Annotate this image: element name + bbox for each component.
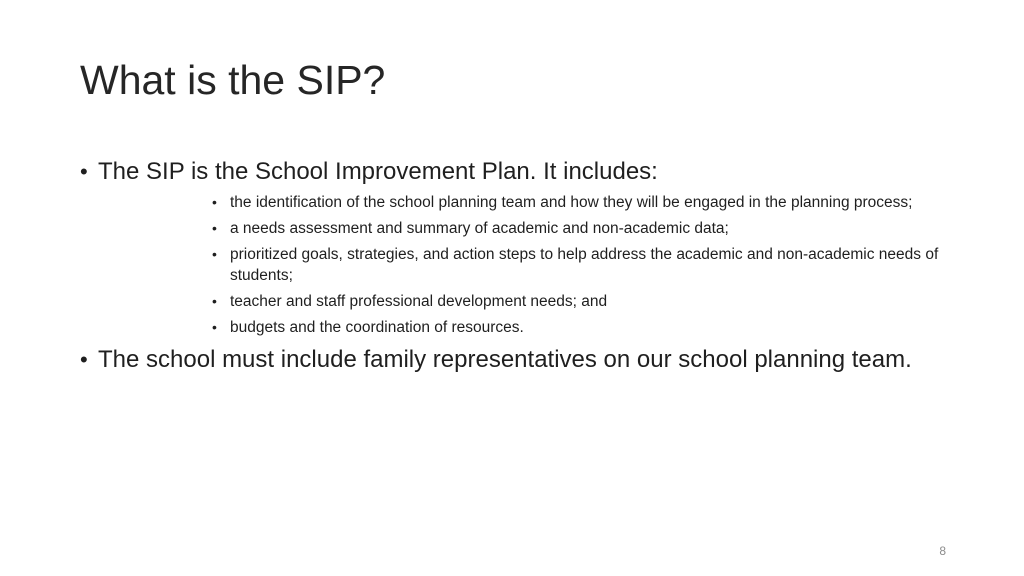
sub-bullet-text: budgets and the coordination of resources. (230, 319, 524, 336)
sub-bullet-list (98, 192, 960, 338)
bullet-dot-icon: • (212, 194, 217, 210)
sub-bullet-item (212, 218, 970, 239)
bullet-item-1 (80, 156, 960, 338)
bullet-dot-icon: • (212, 293, 217, 309)
sub-bullet-text: the identification of the school planning team and how they will be engaged in the planning process; (230, 194, 913, 211)
page-number: 8 (939, 544, 946, 558)
bullet-dot-icon: • (212, 220, 217, 236)
bullet-item-2-text: The school must include family representatives on our school planning team. (98, 346, 912, 373)
bullet-dot-icon: • (80, 159, 88, 184)
bullet-item-2 (80, 344, 960, 376)
slide-title: What is the SIP? (80, 57, 386, 103)
bullet-dot-icon: • (212, 246, 217, 262)
sub-bullet-item (212, 192, 970, 213)
slide-content (80, 156, 960, 376)
sub-bullet-text: teacher and staff professional development needs; and (230, 293, 608, 310)
sub-bullet-text: prioritized goals, strategies, and action steps to help address the academic and non-academic needs of students; (230, 246, 939, 284)
bullet-dot-icon: • (80, 347, 88, 372)
sub-bullet-item (212, 317, 970, 338)
sub-bullet-item (212, 291, 970, 312)
sub-bullet-text: a needs assessment and summary of academic and non-academic data; (230, 220, 729, 237)
bullet-item-1-text: The SIP is the School Improvement Plan. It includes: (98, 158, 658, 185)
sub-bullet-item (212, 244, 970, 286)
bullet-dot-icon: • (212, 319, 217, 335)
